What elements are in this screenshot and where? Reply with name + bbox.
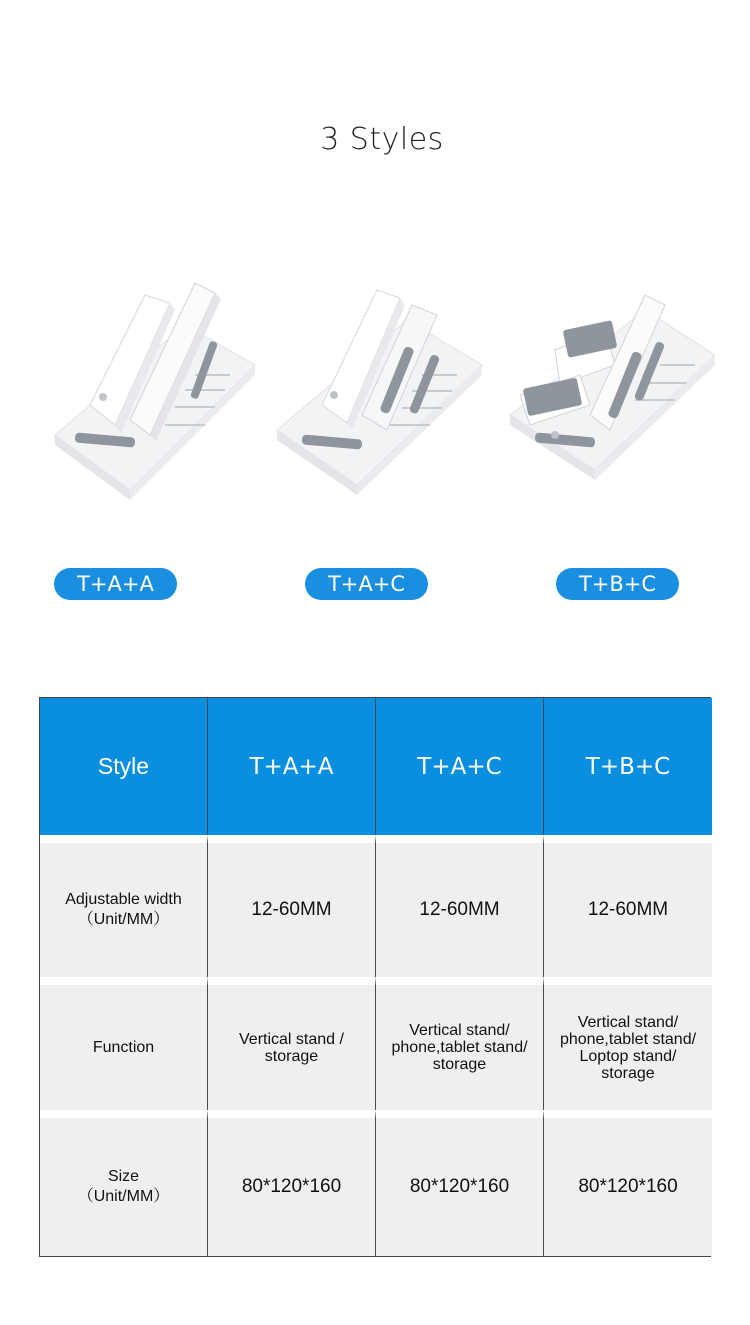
header-style: Style bbox=[97, 753, 150, 779]
table-header-cell bbox=[544, 698, 712, 835]
style-label-pill: T+A+C bbox=[305, 568, 428, 600]
function-line: phone,tablet stand/ bbox=[391, 1039, 528, 1056]
product-image-t-a-a bbox=[35, 265, 265, 515]
table-cell bbox=[544, 1110, 712, 1256]
table-cell bbox=[208, 1110, 376, 1256]
table-cell bbox=[208, 977, 376, 1110]
function-line: storage bbox=[601, 1064, 655, 1082]
page-title: 3 Styles bbox=[320, 122, 444, 157]
table-cell bbox=[544, 977, 712, 1110]
row-label-line: Adjustable width bbox=[65, 891, 182, 908]
header-t-a-a: T+A+A bbox=[249, 753, 334, 780]
function-line: Vertical stand / bbox=[239, 1030, 344, 1048]
function-line: storage bbox=[264, 1047, 319, 1065]
header-t-b-c: T+B+C bbox=[585, 753, 671, 780]
row-label-unit: （Unit/MM） bbox=[77, 911, 170, 928]
width-value: 12-60MM bbox=[419, 899, 500, 920]
table-cell bbox=[208, 835, 376, 977]
function-line: Vertical stand/ bbox=[577, 1013, 679, 1031]
function-line: storage bbox=[432, 1056, 487, 1073]
style-label-pill: T+B+C bbox=[556, 568, 679, 600]
table-header-cell bbox=[208, 698, 376, 835]
row-label-unit: （Unit/MM） bbox=[77, 1188, 170, 1205]
spec-table bbox=[39, 697, 711, 1257]
table-header-cell bbox=[376, 698, 544, 835]
size-value: 80*120*160 bbox=[409, 1176, 510, 1197]
header-t-a-c: T+A+C bbox=[417, 753, 502, 780]
row-label-line: Function bbox=[92, 1038, 155, 1056]
row-label-function bbox=[40, 977, 208, 1110]
style-label-pill: T+A+A bbox=[54, 568, 177, 600]
table-cell bbox=[376, 835, 544, 977]
width-value: 12-60MM bbox=[251, 899, 332, 920]
size-value: 80*120*160 bbox=[241, 1176, 342, 1197]
row-label-size bbox=[40, 1110, 208, 1256]
function-line: phone,tablet stand/ bbox=[559, 1030, 697, 1048]
row-label-adjustable-width bbox=[40, 835, 208, 977]
function-line: Vertical stand/ bbox=[409, 1022, 510, 1039]
table-header-cell bbox=[40, 698, 208, 835]
product-image-t-b-c bbox=[495, 265, 725, 515]
function-line: Loptop stand/ bbox=[579, 1047, 677, 1065]
product-image-t-a-c bbox=[262, 265, 492, 515]
table-cell bbox=[376, 977, 544, 1110]
size-value: 80*120*160 bbox=[578, 1176, 678, 1197]
row-label-line: Size bbox=[107, 1168, 140, 1185]
table-cell bbox=[544, 835, 712, 977]
width-value: 12-60MM bbox=[587, 899, 669, 920]
table-cell bbox=[376, 1110, 544, 1256]
